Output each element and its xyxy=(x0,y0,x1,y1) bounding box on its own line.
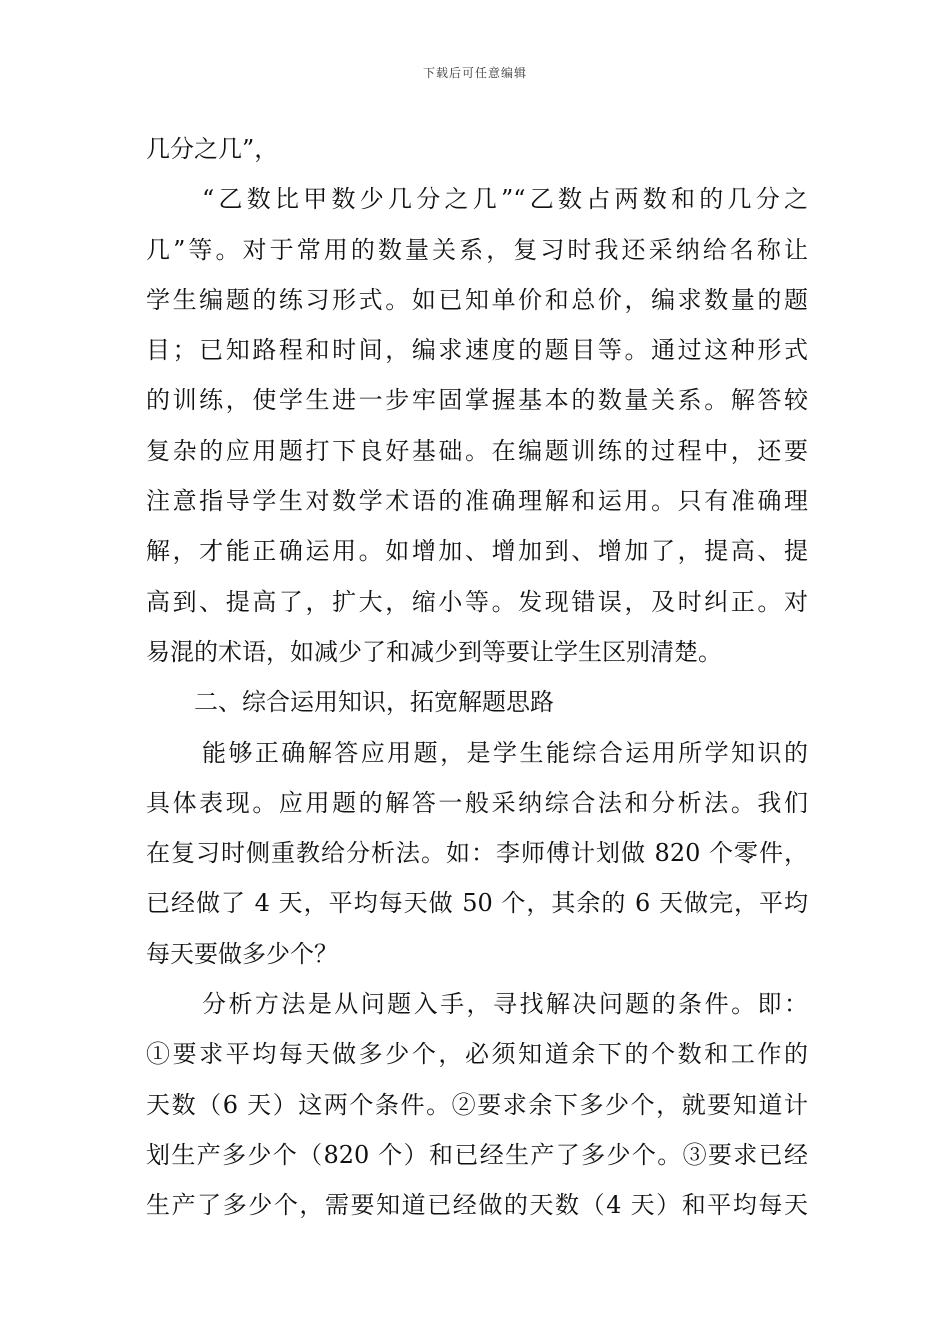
paragraph-line: 能够正确解答应用题，是学生能综合运用所学知识的 xyxy=(202,738,808,767)
paragraph-line: 已经做了 4 天，平均每天做 50 个，其余的 6 天做完，平均 xyxy=(146,889,808,918)
paragraph-line: 每天要做多少个？ xyxy=(146,939,338,968)
paragraph-line: 几分之几”， xyxy=(146,135,279,163)
paragraph-line: 目；已知路程和时间，编求速度的题目等。通过这种形式 xyxy=(146,336,808,365)
paragraph-line: 解，才能正确运用。如增加、增加到、增加了，提高、提 xyxy=(146,537,808,566)
paragraph-line: 分析方法是从问题入手，寻找解决问题的条件。即： xyxy=(202,990,808,1019)
paragraph-line: 天数（6 天）这两个条件。②要求余下多少个，就要知道计 xyxy=(146,1090,808,1119)
page-header: 下载后可任意编辑 xyxy=(422,66,527,80)
paragraph-line: 划生产多少个（820 个）和已经生产了多少个。③要求已经 xyxy=(146,1140,808,1169)
paragraph-line: 的训练，使学生进一步牢固掌握基本的数量关系。解答较 xyxy=(146,386,808,415)
paragraph-line: “乙数比甲数少几分之几”“乙数占两数和的几分之 xyxy=(202,185,808,214)
paragraph-line: 注意指导学生对数学术语的准确理解和运用。只有准确理 xyxy=(146,487,808,516)
paragraph-line: ①要求平均每天做多少个，必须知道余下的个数和工作的 xyxy=(146,1040,808,1069)
paragraph-line: 具体表现。应用题的解答一般采纳综合法和分析法。我们 xyxy=(146,788,808,817)
paragraph-line: 复杂的应用题打下良好基础。在编题训练的过程中，还要 xyxy=(146,436,808,465)
paragraph-line: 几”等。对于常用的数量关系，复习时我还采纳给名称让 xyxy=(146,235,808,264)
paragraph-line: 易混的术语，如减少了和减少到等要让学生区别清楚。 xyxy=(146,637,722,666)
paragraph-line: 学生编题的练习形式。如已知单价和总价，编求数量的题 xyxy=(146,285,808,314)
paragraph-line: 生产了多少个，需要知道已经做的天数（4 天）和平均每天 xyxy=(146,1191,808,1220)
paragraph-line: 在复习时侧重教给分析法。如：李师傅计划做 820 个零件， xyxy=(146,839,808,868)
section-heading: 二、综合运用知识，拓宽解题思路 xyxy=(194,688,554,717)
paragraph-line: 高到、提高了，扩大，缩小等。发现错误，及时纠正。对 xyxy=(146,587,808,616)
document-body xyxy=(146,124,808,1231)
